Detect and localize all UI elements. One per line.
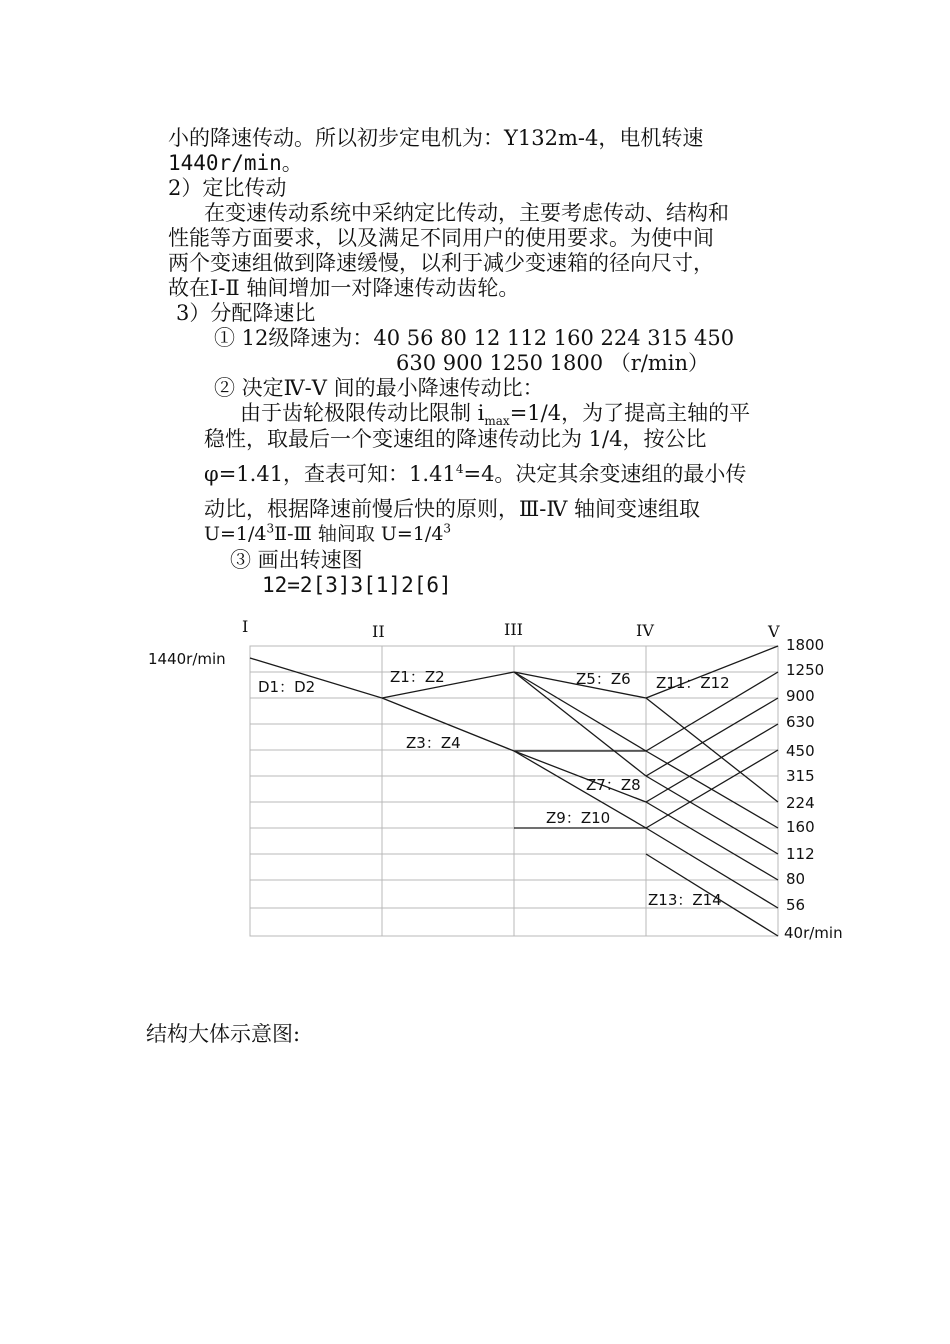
structure-diagram-caption: 结构大体示意图: — [146, 1022, 301, 1046]
gear-label-z9-z10: Z9：Z10 — [546, 809, 611, 827]
speed-label: 40r/min — [784, 924, 843, 942]
step-heading-speed-diagram: ③ 画出转速图 — [230, 548, 363, 572]
gear-pair-labels — [258, 668, 730, 909]
section-heading-fixed-ratio: 2）定比传动 — [168, 176, 287, 200]
speed-label: 160 — [786, 818, 815, 836]
text-line: 故在Ⅰ-Ⅱ 轴间增加一对降速传动齿轮。 — [168, 276, 520, 300]
speed-label: 1800 — [786, 636, 825, 654]
gear-label-z7-z8: Z7：Z8 — [586, 776, 641, 794]
step-heading-min-ratio: ② 决定Ⅳ-Ⅴ 间的最小降速传动比： — [214, 376, 544, 400]
gear-label-z1-z2: Z1：Z2 — [390, 668, 445, 686]
text-line: 性能等方面要求，以及满足不同用户的使用要求。为使中间 — [168, 226, 714, 250]
speed-labels — [784, 636, 843, 942]
speed-label: 112 — [786, 845, 815, 863]
text-line: 小的降速传动。所以初步定电机为：Y132m-4，电机转速 — [168, 126, 704, 150]
text-line: $U=1/4^3Ⅱ-Ⅲ$ 轴间取 $U=1/4^3$ — [204, 521, 452, 545]
text-line: φ=1.41，查表可知：$1.41^4=4$。决定其余变速组的最小传 — [204, 462, 747, 486]
speed-label: 56 — [786, 896, 806, 914]
text-line: 1440r/min。 — [168, 151, 303, 175]
structure-formula: 12=2[3]3[1]2[6] — [262, 573, 452, 597]
gear-label-z5-z6: Z5：Z6 — [576, 670, 631, 688]
axis-label-ii: II — [372, 622, 385, 641]
gear-label-z11-z12: Z11：Z12 — [656, 674, 730, 692]
speed-label: 224 — [786, 794, 815, 812]
gear-label-d1-d2: D1：D2 — [258, 678, 316, 696]
path-z11-z12-c — [646, 698, 778, 776]
gear-label-z13-z14: Z13：Z14 — [648, 891, 722, 909]
axis-label-v: V — [768, 622, 780, 641]
speed-label: 315 — [786, 767, 815, 785]
speed-series-line-2: 630 900 1250 1800 （r/min） — [396, 351, 710, 375]
speed-label: 630 — [786, 713, 815, 731]
input-speed-label: 1440r/min — [148, 650, 226, 668]
gear-label-z3-z4: Z3：Z4 — [406, 734, 461, 752]
speed-diagram — [0, 600, 950, 960]
text-line: 由于齿轮极限传动比限制 $i_{max}=1/4$，为了提高主轴的平 — [240, 401, 751, 429]
path-z13-z14-c — [646, 776, 778, 854]
axis-labels — [242, 617, 780, 641]
axis-label-iii: III — [504, 620, 523, 639]
axis-label-i: I — [242, 617, 249, 636]
speed-label: 1250 — [786, 661, 825, 679]
axis-label-iv: IV — [636, 621, 654, 640]
speed-label: 900 — [786, 687, 815, 705]
text-line: 在变速传动系统中采纳定比传动，主要考虑传动、结构和 — [204, 201, 729, 225]
section-heading-ratio-distribution: 3）分配降速比 — [176, 301, 316, 325]
text-line: 两个变速组做到降速缓慢，以利于减少变速箱的径向尺寸， — [168, 251, 714, 275]
speed-series-line-1: ① 12级降速为：40 56 80 12 112 160 224 315 450 — [214, 326, 735, 350]
text-line: 动比，根据降速前慢后快的原则，Ⅲ-Ⅳ 轴间变速组取 — [204, 497, 701, 521]
text-line: 稳性，取最后一个变速组的降速传动比为 1/4，按公比 — [204, 427, 707, 451]
speed-label: 450 — [786, 742, 815, 760]
speed-label: 80 — [786, 870, 806, 888]
